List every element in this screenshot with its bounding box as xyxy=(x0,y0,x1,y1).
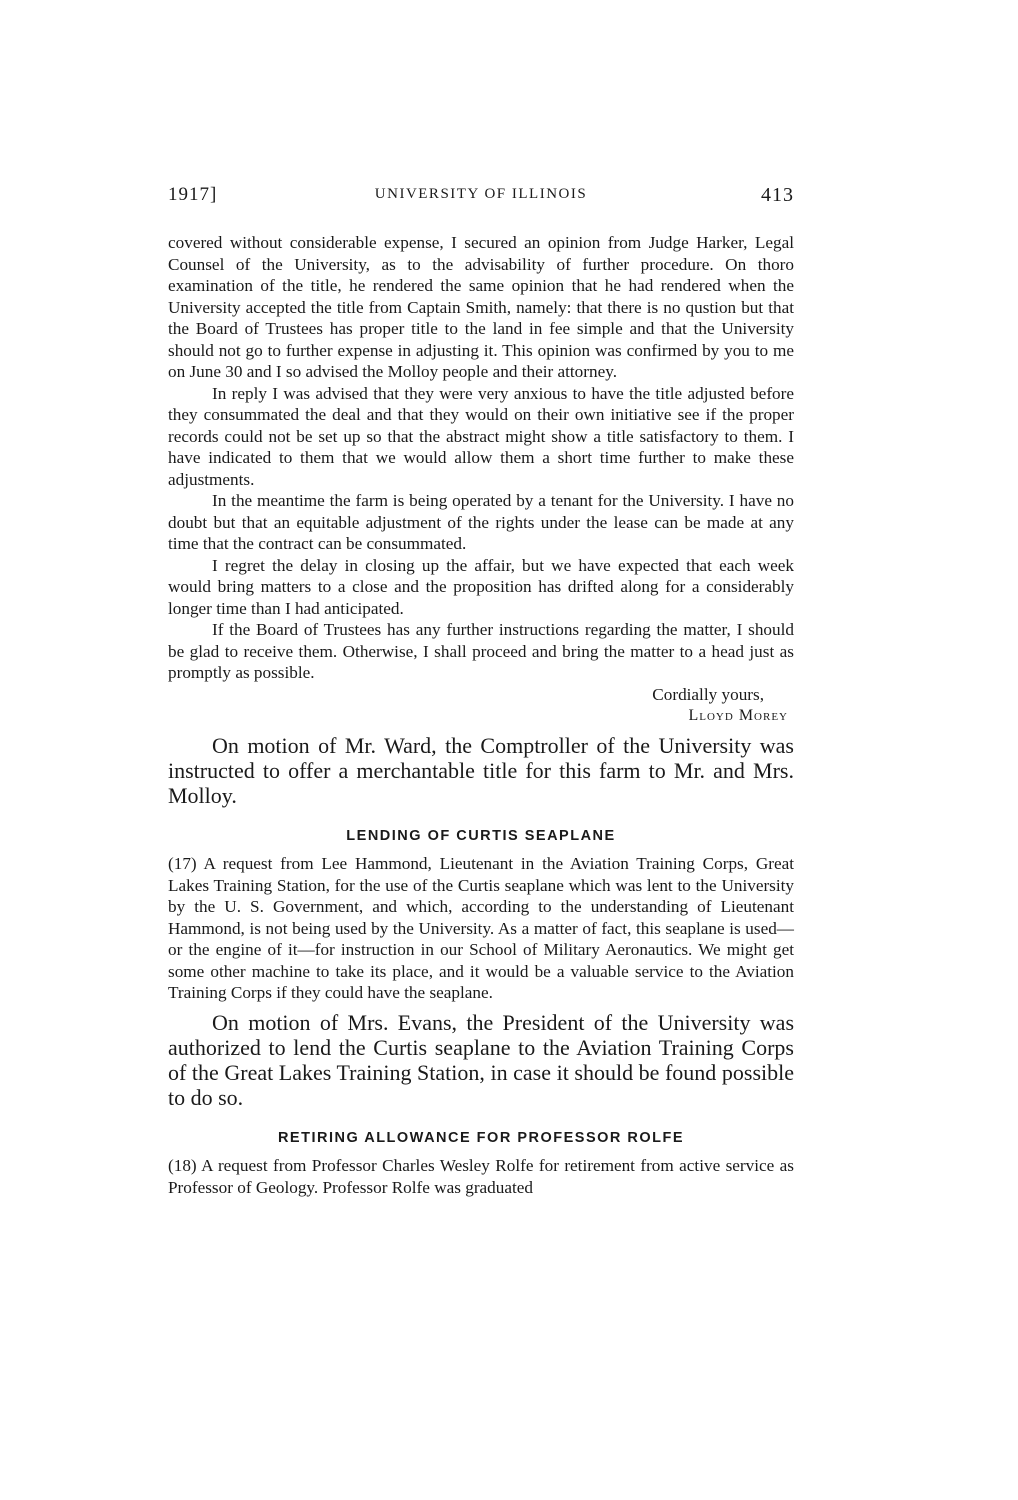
document-body xyxy=(168,232,794,1198)
header-title: UNIVERSITY OF ILLINOIS xyxy=(374,186,588,202)
section-heading-rolfe: RETIRING ALLOWANCE FOR PROFESSOR ROLFE xyxy=(277,1129,685,1146)
letter-paragraph-4: I regret the delay in closing up the affair, but we have expected that each week would bring matters to a close and the proposition has drifted along for a considerably longer time than I had anticipated. xyxy=(168,555,794,618)
letter-closing: Cordially yours, xyxy=(652,684,764,704)
header-year: 1917] xyxy=(168,184,218,205)
letter-paragraph-3: In the meantime the farm is being operated by a tenant for the University. I have no doubt but that an equitable adjustment of the rights under the lease can be made at any time that the contract can be consummated. xyxy=(168,491,794,553)
letter-paragraph-5: If the Board of Trustees has any further instructions regarding the matter, I should be glad to receive them. Otherwise, I shall proceed and bring the matter to a head just as promptly as possible. xyxy=(168,620,794,682)
motion-ward: On motion of Mr. Ward, the Comptroller of the University was instructed to offer a merchantable title for this farm to Mr. and Mrs. Molloy. xyxy=(168,732,794,808)
section-heading-seaplane: LENDING OF CURTIS SEAPLANE xyxy=(346,827,616,844)
section-text-rolfe: (18) A request from Professor Charles Wesley Rolfe for retirement from active service as Professor of Geology. Professor Rolfe was graduated xyxy=(168,1156,794,1197)
letter-paragraph-1: covered without considerable expense, I secured an opinion from Judge Harker, Legal Counsel of the University, as to the advisability of further procedure. On thoro examination of the title, he rendered the same opinion that he had rendered when the University accepted the title from Captain Smith, namely: that there is no qustion but that the Board of Trustees has proper title to the land in fee simple and that the University should not go to further expense in adjusting it. This opinion was confirmed by you to me on June 30 and I so advised the Molloy people and their attorney. xyxy=(168,233,794,381)
motion-evans: On motion of Mrs. Evans, the President of the University was authorized to lend the Curtis seaplane to the Aviation Training Corps of the Great Lakes Training Station, in case it should be found possible to do so. xyxy=(168,1009,794,1110)
letter-paragraph-2: In reply I was advised that they were very anxious to have the title adjusted before they consummated the deal and that they would on their own initiative see if the proper records could not be set up so that the abstract might show a title satisfactory to them. I have indicated to them that we would allow them a short time further to make these adjustments. xyxy=(168,383,794,489)
running-header xyxy=(168,184,794,214)
section-text-seaplane: (17) A request from Lee Hammond, Lieutenant in the Aviation Training Corps, Great Lakes Training Station, for the use of the Curtis seaplane which was lent to the University by the U. S. Government, and which, according to the understanding of Lieutenant Hammond, is not being used by the University. As a matter of fact, this seaplane is used—or the engine of it—for instruction in our School of Military Aeronautics. We might get some other machine to take its place, and it would be a valuable service to the Aviation Training Corps if they could have the seaplane. xyxy=(168,854,794,1002)
letter-signature: Lloyd Morey xyxy=(688,707,788,724)
page-number: 413 xyxy=(761,184,794,206)
